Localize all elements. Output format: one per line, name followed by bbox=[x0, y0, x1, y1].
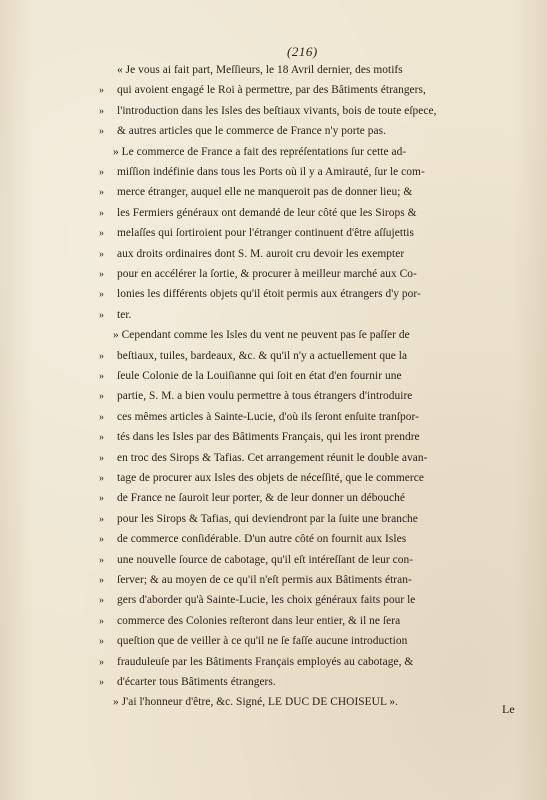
guillemet-marker: » bbox=[99, 105, 104, 117]
text-line: commerce des Colonies reſteront dans leur entier, & il ne ſera bbox=[117, 614, 401, 627]
guillemet-marker: » bbox=[99, 350, 104, 362]
guillemet-marker: » bbox=[99, 391, 104, 403]
text-line: melaſſes qui ſortiroient pour l'étranger continuent d'être aſſujettis bbox=[117, 227, 414, 240]
text-line: qui avoient engagé le Roi à permettre, par des Bâtiments étrangers, bbox=[117, 84, 426, 97]
text-line: » Le commerce de France a fait des repréſentations ſur cette ad- bbox=[113, 145, 407, 158]
guillemet-marker: » bbox=[99, 207, 104, 219]
text-line: en troc des Sirops & Tafias. Cet arrangement réunit le double avan- bbox=[117, 451, 428, 464]
text-line: aux droits ordinaires dont S. M. auroit cru devoir les exempter bbox=[117, 247, 405, 260]
text-line: partie, S. M. a bien voulu permettre à tous étrangers d'introduire bbox=[117, 390, 413, 403]
text-line: ces mêmes articles à Sainte-Lucie, d'où ils ſeront enſuite tranſpor- bbox=[117, 410, 419, 423]
guillemet-marker: » bbox=[99, 473, 104, 484]
text-line: d'écarter tous Bâtiments étrangers. bbox=[117, 676, 276, 688]
guillemet-marker: » bbox=[99, 452, 104, 464]
text-line: gers d'aborder qu'à Sainte-Lucie, les choix généraux faits pour le bbox=[117, 594, 416, 607]
guillemet-marker: » bbox=[99, 432, 104, 444]
guillemet-marker: » bbox=[99, 269, 104, 280]
text-line: ſeule Colonie de la Louiſianne qui ſoit en état d'en fournir une bbox=[117, 370, 402, 382]
text-line: de commerce conſidérable. D'un autre côté on fournit aux Isles bbox=[117, 533, 407, 546]
text-line: beſtiaux, tuiles, bardeaux, &c. & qu'il n'y a actuellement que la bbox=[117, 349, 408, 362]
guillemet-marker: » bbox=[99, 636, 104, 648]
text-line: pour les Sirops & Tafias, qui deviendront par la ſuite une branche bbox=[117, 512, 418, 525]
catchword: Le bbox=[502, 702, 515, 716]
text-line: l'introduction dans les Isles des beſtiaux vivants, bois de toute eſpece, bbox=[117, 104, 437, 117]
guillemet-marker: » bbox=[99, 513, 104, 525]
guillemet-marker: » bbox=[99, 677, 104, 688]
guillemet-marker: » bbox=[99, 85, 104, 97]
guillemet-marker: » bbox=[99, 411, 104, 423]
text-line: » Cependant comme les Isles du vent ne peuvent pas ſe paſſer de bbox=[113, 329, 410, 342]
guillemet-marker: » bbox=[99, 615, 104, 627]
text-line: miſſion indéfinie dans tous les Ports où il y a Amirauté, ſur le com- bbox=[117, 166, 425, 178]
text-line: & autres articles que le commerce de France n'y porte pas. bbox=[117, 125, 387, 138]
text-line: frauduleuſe par les Bâtiments Français employés au cabotage, & bbox=[117, 655, 414, 668]
guillemet-marker: » bbox=[99, 309, 104, 321]
guillemet-marker: » bbox=[99, 534, 104, 546]
guillemet-marker: » bbox=[99, 554, 104, 566]
text-line: lonies les différents objets qu'il étoit permis aux étrangers d'y por- bbox=[117, 288, 421, 301]
page-number: (216) bbox=[287, 44, 318, 59]
text-line: ter. bbox=[117, 308, 132, 321]
guillemet-marker: » bbox=[99, 289, 104, 301]
guillemet-marker: » bbox=[99, 126, 104, 138]
text-line: queſtion que de veiller à ce qu'il ne ſe faſſe aucune introduction bbox=[117, 635, 408, 648]
text-line: une nouvelle ſource de cabotage, qu'il eſt intéreſſant de leur con- bbox=[117, 553, 414, 566]
guillemet-marker: » bbox=[99, 248, 104, 260]
guillemet-marker: » bbox=[99, 656, 104, 668]
text-line: » J'ai l'honneur d'être, &c. Signé, LE DUC DE CHOISEUL ». bbox=[113, 696, 399, 709]
guillemet-marker: » bbox=[99, 575, 104, 586]
text-line: tés dans les Isles par des Bâtiments Français, qui les iront prendre bbox=[117, 431, 420, 444]
guillemet-marker: » bbox=[99, 228, 104, 240]
text-line: ſerver; & au moyen de ce qu'il n'eſt permis aux Bâtiments étran- bbox=[117, 574, 412, 586]
text-line: de France ne ſauroit leur porter, & de leur donner un débouché bbox=[117, 492, 405, 505]
guillemet-marker: » bbox=[99, 493, 104, 505]
guillemet-marker: » bbox=[99, 167, 104, 178]
text-line: « Je vous ai fait part, Meſſieurs, le 18 Avril dernier, des motifs bbox=[117, 64, 403, 76]
guillemet-marker: » bbox=[99, 371, 104, 382]
text-line: les Fermiers généraux ont demandé de leur côté que les Sirops & bbox=[117, 206, 417, 219]
text-line: tage de procurer aux Isles des objets de néceſſité, que le commerce bbox=[117, 472, 424, 484]
text-line: pour en accélérer la ſortie, & procurer à meilleur marché aux Co- bbox=[117, 268, 417, 280]
guillemet-marker: » bbox=[99, 187, 104, 199]
text-line: merce étranger, auquel elle ne manqueroit pas de donner lieu; & bbox=[117, 186, 413, 199]
guillemet-marker: » bbox=[99, 595, 104, 607]
